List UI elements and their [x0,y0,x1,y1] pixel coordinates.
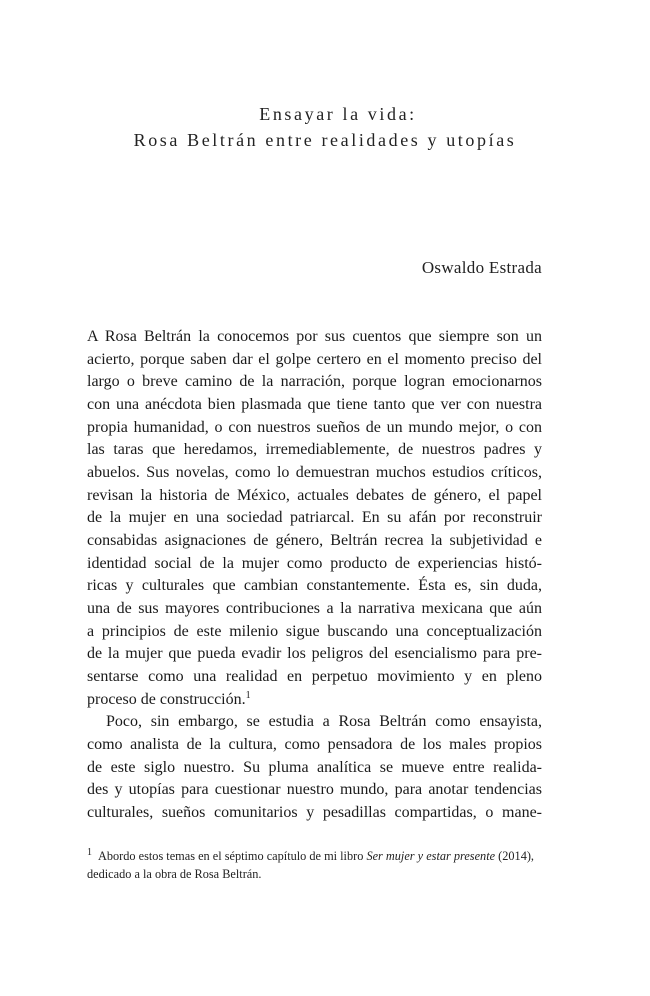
text-line: de la mujer en una sociedad patriarcal. En su afán por reconstruir [87,509,542,527]
paragraph-1 [87,326,542,711]
chapter-title-line-1: Ensayar la vida: [259,104,417,124]
footnote-book-title: Ser mujer y estar presente [366,849,496,863]
text-line: revisan la historia de México, actuales debates de género, el papel [87,486,542,504]
footnote-text-before: Abordo estos temas en el séptimo capítulo de mi libro [98,849,367,863]
text-line: sentarse como una realidad en perpetuo movimiento y en pleno [87,668,542,686]
author-name: Oswaldo Estrada [421,258,542,277]
text-line: consabidas asignaciones de género, Beltrán recrea la subjetividad e [87,532,542,550]
text-line: Poco, sin embargo, se estudia a Rosa Beltrán como ensayista, [106,713,542,731]
footnote [87,848,542,883]
text-line: identidad social de la mujer como producto de experiencias histó- [87,554,542,572]
text-line: largo o breve camino de la narración, porque logran emocionarnos [87,373,542,391]
footnote-line-1 [87,848,542,866]
text-line: a principios de este milenio sigue buscando una conceptualización [87,622,542,640]
paragraph-2 [87,711,542,824]
text-line: culturales, sueños comunitarios y pesadillas compartidas, o mane- [87,804,542,822]
footnote-text-after: (2014), [495,849,535,863]
text-line: una de sus mayores contribuciones a la narrativa mexicana que aún [87,600,542,618]
chapter-title-line-2: Rosa Beltrán entre realidades y utopías [133,130,517,150]
text-line: como analista de la cultura, como pensadora de los males propios [87,736,542,754]
text-line: abuelos. Sus novelas, como lo demuestran muchos estudios críticos, [87,464,542,482]
text-line: las taras que heredamos, irremediablemente, de nuestros padres y [87,441,542,459]
text-line-last-content: proceso de construcción. [87,690,246,708]
text-line: A Rosa Beltrán la conocemos por sus cuentos que siempre son un [87,328,542,345]
text-line: propia humanidad, o con nuestros sueños de un mundo mejor, o con [87,418,542,436]
text-line: acierto, porque saben dar el golpe certero en el momento preciso del [87,350,542,368]
text-line: con una anécdota bien plasmada que tiene tanto que ver con nuestra [87,396,542,414]
chapter-title [0,101,650,153]
text-line: ricas y culturales que cambian constantemente. Ésta es, sin duda, [87,577,542,595]
text-line: de la mujer que pueda evadir los peligros del esencialismo para pre- [87,645,542,663]
text-line: des y utopías para cuestionar nuestro mundo, para anotar tendencias [87,781,542,799]
footnote-reference[interactable]: 1 [245,689,251,701]
footnote-number: 1 [87,847,92,858]
text-line: de este siglo nuestro. Su pluma analítica se mueve entre realida- [87,758,542,776]
text-line-last [87,689,542,712]
footnote-line-2: dedicado a la obra de Rosa Beltrán. [87,866,262,881]
body-text [87,326,542,825]
